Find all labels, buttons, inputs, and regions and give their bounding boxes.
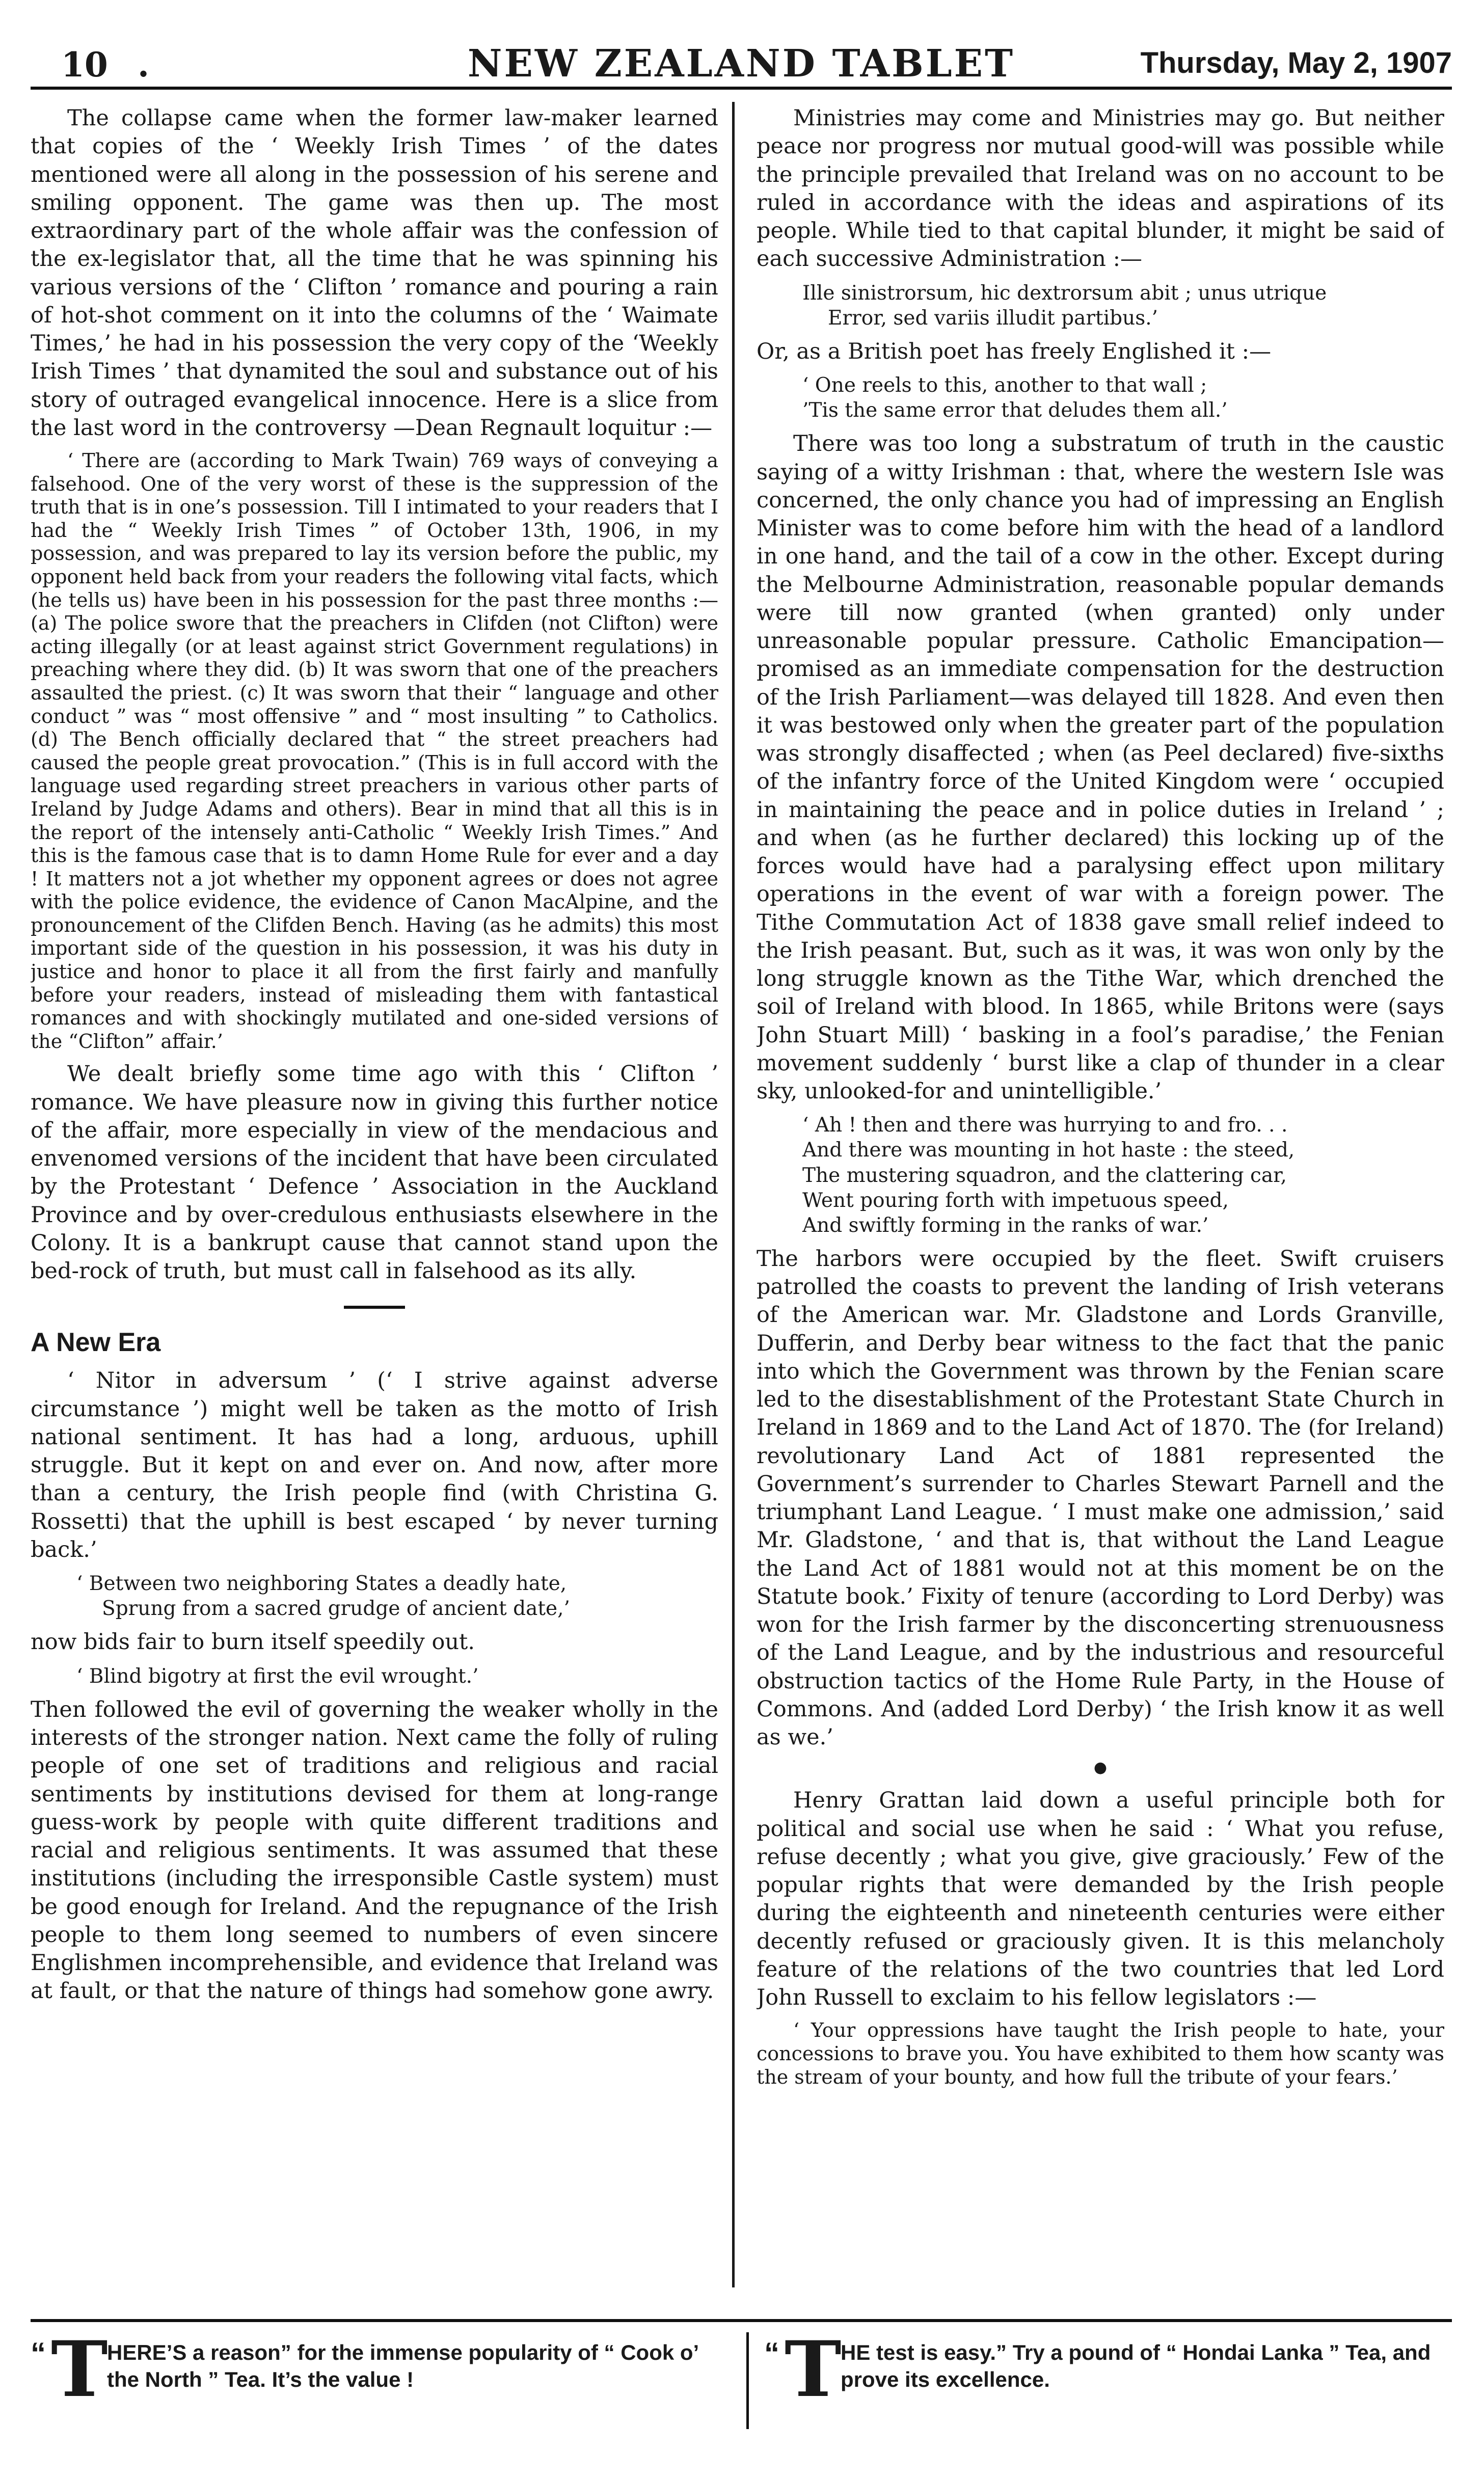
article-paragraph: The collapse came when the former law-maker learned that copies of the ‘ Weekly Irish Times ’ of the dates mentioned were all along in the possession of his serene and smiling opponent. The game was then up. The most extraordinary part of the whole affair was the confession of the ex-legislator that, all the time that he was spinning his various versions of the ‘ Clifton ’ romance and pouring a rain of hot-shot comment on it into the columns of the ‘ Waimate Times,’ he had in his possession the very copy of the ‘Weekly Irish Times ’ that dynamited the soul and substance out of his story of outraged evangelical innocence. Here is a slice from the last word in the controversy —Dean Regnault loquitur :— bbox=[31, 105, 718, 441]
article-paragraph: Henry Grattan laid down a useful principle both for political and social use when he said : ‘ What you refuse, refuse decently ; what you give, give graciously.’ Few of the popular rights that were demanded by the Irish people during the eighteenth and nineteenth centuries were either decently refused or graciously given. It is this melancholy feature of the relations of the two countries that led Lord John Russell to exclaim to his fellow legislators :— bbox=[757, 1788, 1444, 2011]
article-paragraph: Ministries may come and Ministries may go. But neither peace nor progress nor mutual good-will was possible while the principle prevailed that Ireland was on no account to be ruled in accordance with the ideas and aspirations of its people. While tied to that capital blunder, it might be said of each successive Administration :— bbox=[757, 105, 1444, 272]
verse-line: ’Tis the same error that deludes them all.’ bbox=[802, 399, 1228, 422]
left-column bbox=[31, 104, 718, 2280]
article-paragraph: now bids fair to burn itself speedily out. bbox=[31, 1629, 475, 1655]
article-paragraph: Or, as a British poet has freely Englished it :— bbox=[757, 338, 1272, 364]
article-paragraph: We dealt briefly some time ago with this ‘ Clifton ’ romance. We have pleasure now in giving this further notice of the affair, more especially in view of the mendacious and envenomed versions of the incident that have been circulated by the Protestant ‘ Defence ’ Association in the Auckland Province and by over-credulous enthusiasts elsewhere in the Colony. It is a bankrupt cause that cannot stand upon the bed-rock of truth, but must call in falsehood as its ally. bbox=[31, 1061, 718, 1284]
article-paragraph: ‘ Nitor in adversum ’ (‘ I strive against adverse circumstance ’) might well be taken as the motto of Irish national sentiment. It has had a long, arduous, uphill struggle. But it kept on and ever on. And now, after more than a century, the Irish people find (with Christina G. Rossetti) that the uphill is best escaped ‘ by never turning back.’ bbox=[31, 1368, 718, 1562]
verse-line: Ille sinistrorsum, hic dextrorsum abit ; unus utrique bbox=[802, 281, 1327, 305]
drop-initial: T bbox=[785, 2325, 842, 2414]
footer-divider bbox=[746, 2332, 749, 2429]
verse-line: The mustering squadron, and the clattering car, bbox=[802, 1164, 1287, 1187]
verse-quote bbox=[802, 373, 1444, 423]
verse-line: ‘ Between two neighboring States a deadly hate, bbox=[76, 1572, 567, 1596]
verse-line: And swiftly forming in the ranks of war.’ bbox=[802, 1214, 1209, 1237]
newspaper-title: NEW ZEALAND TABLET bbox=[467, 42, 1015, 86]
column-rule bbox=[732, 102, 735, 2287]
verse-line: ‘ Ah ! then and there was hurrying to and fro. . . bbox=[802, 1114, 1288, 1137]
advertisement-text: HERE’S a reason” for the immense popularity of “ Cook o’ the North ” Tea. It’s the value ! bbox=[107, 2340, 698, 2391]
article-paragraph: Then followed the evil of governing the weaker wholly in the interests of the stronger nation. Next came the folly of ruling people of one set of traditions and religious and racial sentiments by institutions devised for them at long-range guess-work by people with quite different traditions and racial and religious sentiments. It was assumed that these institutions (including the irresponsible Castle system) must be good enough for Ireland. And the repugnance of the Irish people to them long seemed to numbers of even sincere Englishmen incomprehensible, and evidence that Ireland was at fault, or that the nature of things had somehow gone awry. bbox=[31, 1696, 718, 2004]
quoted-letter: ‘ There are (according to Mark Twain) 769 ways of conveying a falsehood. One of the very worst of these is the suppression of the truth that is in one’s possession. Till I intimated to your readers that I had the “ Weekly Irish Times ” of October 13th, 1906, in my possession, and was prepared to lay its version before the public, my opponent held back from your readers the following vital facts, which (he tells us) have been in his possession for the past three months :—(a) The police swore that the preachers in Clifden (not Clifton) were acting illegally (or at least against strict Government regulations) in preaching where they did. (b) It was sworn that one of the preachers assaulted the priest. (c) It was sworn that their “ language and other conduct ” was “ most offensive ” and “ most insulting ” to Catholics. (d) The Bench officially declared that “ the street preachers had caused the people great provocation.” (This is in full accord with the language used regarding street preachers in various other parts of Ireland by Judge Adams and others). Bear in mind that all this is in the report of the intensely anti-Catholic “ Weekly Irish Times.” And this is the famous case that is to damn Home Rule for ever and a day ! It matters not a jot whether my opponent agrees or does not agree with the police evidence, the evidence of Canon MacAlpine, and the pronouncement of the Clifden Bench. Having (as he admits) this most important side of the question in his possession, it was his duty in justice and honor to place it all from the first fairly and manfully before your readers, instead of misleading them with fantastical romances and with shockingly mutilated and one-sided versions of the “Clifton” affair.’ bbox=[31, 449, 718, 1053]
open-quote: “ bbox=[764, 2336, 779, 2370]
page-number: 10 bbox=[61, 45, 108, 85]
open-quote: “ bbox=[31, 2336, 46, 2370]
verse-line: Went pouring forth with impetuous speed, bbox=[802, 1189, 1229, 1212]
issue-date: Thursday, May 2, 1907 bbox=[1140, 46, 1452, 79]
verse-line: ‘ One reels to this, another to that wall ; bbox=[802, 374, 1207, 397]
article-paragraph: The harbors were occupied by the fleet. Swift cruisers patrolled the coasts to prevent the landing of Irish veterans of the American war. Mr. Gladstone and Lords Granville, Dufferin, and Derby bear witness to the fact that the panic into which the Government was thrown by the Fenian scare led to the disestablishment of the Protestant State Church in Ireland in 1869 and to the Land Act of 1870. The (for Ireland) revolutionary Land Act of 1881 represented the Government’s surrender to Charles Stewart Parnell and the triumphant Land League. ‘ I must make one admission,’ said Mr. Gladstone, ‘ and that is, that without the Land League the Land Act of 1881 would not at this moment be on the Statute book.’ Fixity of tenure (according to Lord Derby) was won for the Irish farmer by the disconcerting strenuousness of the Land League, and by the industrious and resourceful obstruction tactics of the Home Rule Party, in the House of Commons. And (added Lord Derby) ‘ the Irish know it as well as we.’ bbox=[757, 1246, 1444, 1750]
verse-line: Sprung from a sacred grudge of ancient date,’ bbox=[102, 1597, 570, 1621]
latin-quote bbox=[802, 281, 1444, 331]
section-heading: A New Era bbox=[31, 1328, 161, 1358]
verse-line: ‘ Blind bigotry at first the evil wrought.’ bbox=[76, 1664, 479, 1688]
right-column bbox=[757, 104, 1444, 2280]
page-number-dot: . bbox=[138, 45, 149, 85]
verse-line: And there was mounting in hot haste : the steed, bbox=[802, 1139, 1295, 1162]
verse-line: Error, sed variis illudit partibus.’ bbox=[828, 306, 1158, 330]
drop-initial: T bbox=[51, 2325, 108, 2414]
section-bullet: ● bbox=[1093, 1759, 1108, 1777]
verse-quote bbox=[76, 1571, 718, 1621]
advertisement-cook-tea bbox=[31, 2325, 713, 2436]
section-divider bbox=[344, 1306, 405, 1309]
quoted-speech: ‘ Your oppressions have taught the Irish people to hate, your concessions to brave you. You have exhibited to them how scanty was the stream of your bounty, and how full the tribute of your fears.’ bbox=[757, 2019, 1444, 2088]
masthead bbox=[31, 31, 1452, 90]
verse-quote bbox=[802, 1113, 1444, 1238]
footer-ads bbox=[31, 2319, 1452, 2449]
advertisement-hondai-lanka-tea bbox=[764, 2325, 1447, 2436]
verse-quote bbox=[76, 1664, 718, 1689]
advertisement-text: HE test is easy.” Try a pound of “ Hondai Lanka ” Tea, and prove its excellence. bbox=[841, 2340, 1431, 2391]
article-paragraph: There was too long a substratum of truth in the caustic saying of a witty Irishman : that, where the western Isle was concerned, the only chance you had of impressing an English Minister was to come before him with the head of a landlord in one hand, and the tail of a cow in the other. Except during the Melbourne Administration, reasonable popular demands were till now granted (when granted) only under unreasonable popular pressure. Catholic Emancipation—promised as an immediate compensation for the destruction of the Irish Parliament—was delayed till 1828. And even then it was bestowed only when the greater part of the population was strongly disaffected ; when (as Peel declared) five-sixths of the infantry force of the United Kingdom were ‘ occupied in maintaining the peace and in police duties in Ireland ’ ; and when (as he further declared) this locking up of the forces would have had a paralysing effect upon military operations in the event of war with a foreign power. The Tithe Commutation Act of 1838 gave small relief indeed to the Irish peasant. But, such as it was, it was won only by the long struggle known as the Tithe War, which drenched the soil of Ireland with blood. In 1865, while Britons were (says John Stuart Mill) ‘ basking in a fool’s paradise,’ the Fenian movement suddenly ‘ burst like a clap of thunder in a clear sky, unlooked-for and unintelligible.’ bbox=[757, 431, 1444, 1104]
